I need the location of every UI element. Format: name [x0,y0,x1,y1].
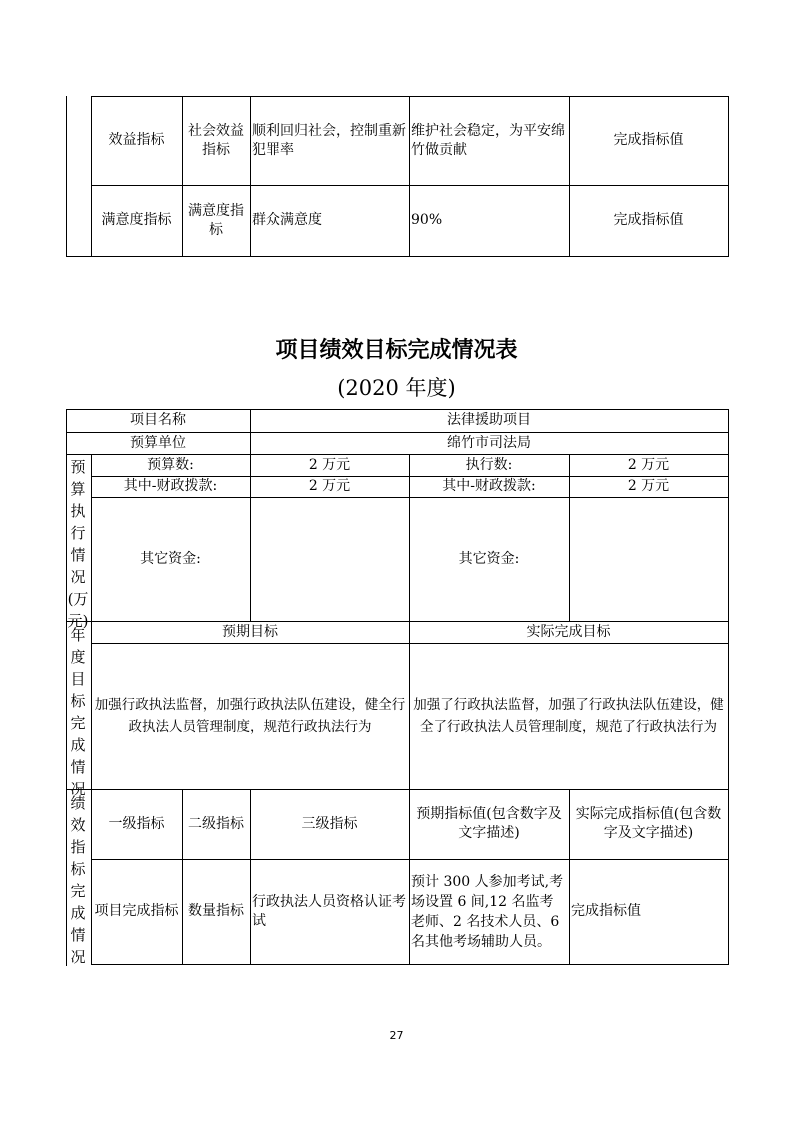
page-title: 项目绩效目标完成情况表 [275,338,518,363]
top-row1-target: 维护社会稳定，为平安绵竹做贡献 [411,122,565,158]
perf-row-level2: 数量指标 [188,903,244,919]
perf-row-actual: 完成指标值 [571,903,641,919]
fiscal-budget-value: 2 万元 [308,478,351,494]
project-name-value: 法律援助项目 [447,412,531,428]
perf-row-level3: 行政执法人员资格认证考试 [252,893,406,929]
top-row1-level2: 社会效益指标 [188,122,244,158]
perf-row-target: 预计 300 人参加考试,考场设置 6 间,12 名监考老师、2 名技术人员、6 名其他考场辅助人员。 [411,873,564,950]
annual-side-char: 成 [70,736,86,754]
annual-side-char: 年 [70,626,86,644]
annual-side-char: 目 [70,670,86,688]
actual-goal-text: 加强了行政执法监督，加强了行政执法队伍建设，健全了行政执法人员管理制度，规范了行政执法行为 [413,697,724,735]
budget-unit-value: 绵竹市司法局 [447,434,531,451]
actual-goal-header: 实际完成目标 [526,623,611,640]
top-row1-level1: 效益指标 [108,132,165,148]
top-row1-actual: 完成指标值 [613,132,684,148]
budget-side-char: 元) [67,612,89,630]
perf-header-level3: 三级指标 [301,815,358,832]
top-row2-level1: 满意度指标 [101,212,172,228]
budget-amount-value: 2 万元 [308,456,351,473]
budget-side-char: 执 [70,502,86,520]
budget-amount-label: 预算数: [147,456,194,473]
top-row2-level3: 群众满意度 [252,212,322,228]
perf-side-char: 况 [70,948,86,966]
annual-side-char: 度 [70,648,86,666]
perf-row-level1: 项目完成指标 [94,903,179,919]
budget-side-char: (万 [67,590,89,608]
fiscal-exec-value: 2 万元 [627,478,670,494]
perf-header-level1: 一级指标 [108,815,165,832]
top-row2-level2: 满意度指标 [188,202,244,238]
budget-side-char: 行 [70,524,86,542]
expected-goal-header: 预期目标 [222,623,278,640]
fiscal-exec-label: 其中-财政拨款: [442,478,536,494]
fiscal-budget-label: 其中-财政拨款: [123,478,218,494]
budget-side-char: 预 [70,458,86,476]
perf-header-actual: 实际完成指标值(包含数字及文字描述) [575,806,722,841]
budget-section-label [66,456,90,632]
budget-unit-label: 预算单位 [130,434,186,451]
other-funds-exec-label: 其它资金: [458,550,520,567]
perf-side-char: 标 [70,860,86,878]
budget-side-char: 算 [70,480,86,498]
top-row1-level3: 顺利回归社会，控制重新犯罪率 [252,122,406,158]
top-row2-target: 90% [411,212,443,228]
other-funds-label: 其它资金: [140,550,201,567]
perf-header-level2: 二级指标 [188,815,244,832]
perf-side-char: 指 [70,838,86,856]
perf-side-char: 成 [70,904,86,922]
perf-side-char: 情 [70,926,86,944]
annual-section-label [66,624,90,800]
perf-side-char: 效 [70,816,86,834]
page-number: 27 [389,1029,404,1042]
perf-header-expected: 预期指标值(包含数字及文字描述) [416,806,562,841]
annual-side-char: 标 [70,692,86,710]
exec-amount-value: 2 万元 [627,456,670,473]
page-subtitle: (2020 年度) [337,376,456,400]
exec-amount-label: 执行数: [465,456,513,473]
perf-section-label [66,792,90,968]
annual-side-char: 情 [70,758,86,776]
budget-side-char: 情 [70,546,86,564]
perf-side-char: 绩 [70,794,86,812]
top-row2-actual: 完成指标值 [613,212,684,228]
annual-side-char: 完 [70,714,86,732]
budget-side-char: 况 [70,568,86,586]
annual-side-char: 况 [70,780,86,798]
expected-goal-text: 加强行政执法监督，加强行政执法队伍建设，健全行政执法人员管理制度，规范行政执法行为 [94,697,406,735]
perf-side-char: 完 [70,882,86,900]
project-name-label: 项目名称 [130,412,186,428]
